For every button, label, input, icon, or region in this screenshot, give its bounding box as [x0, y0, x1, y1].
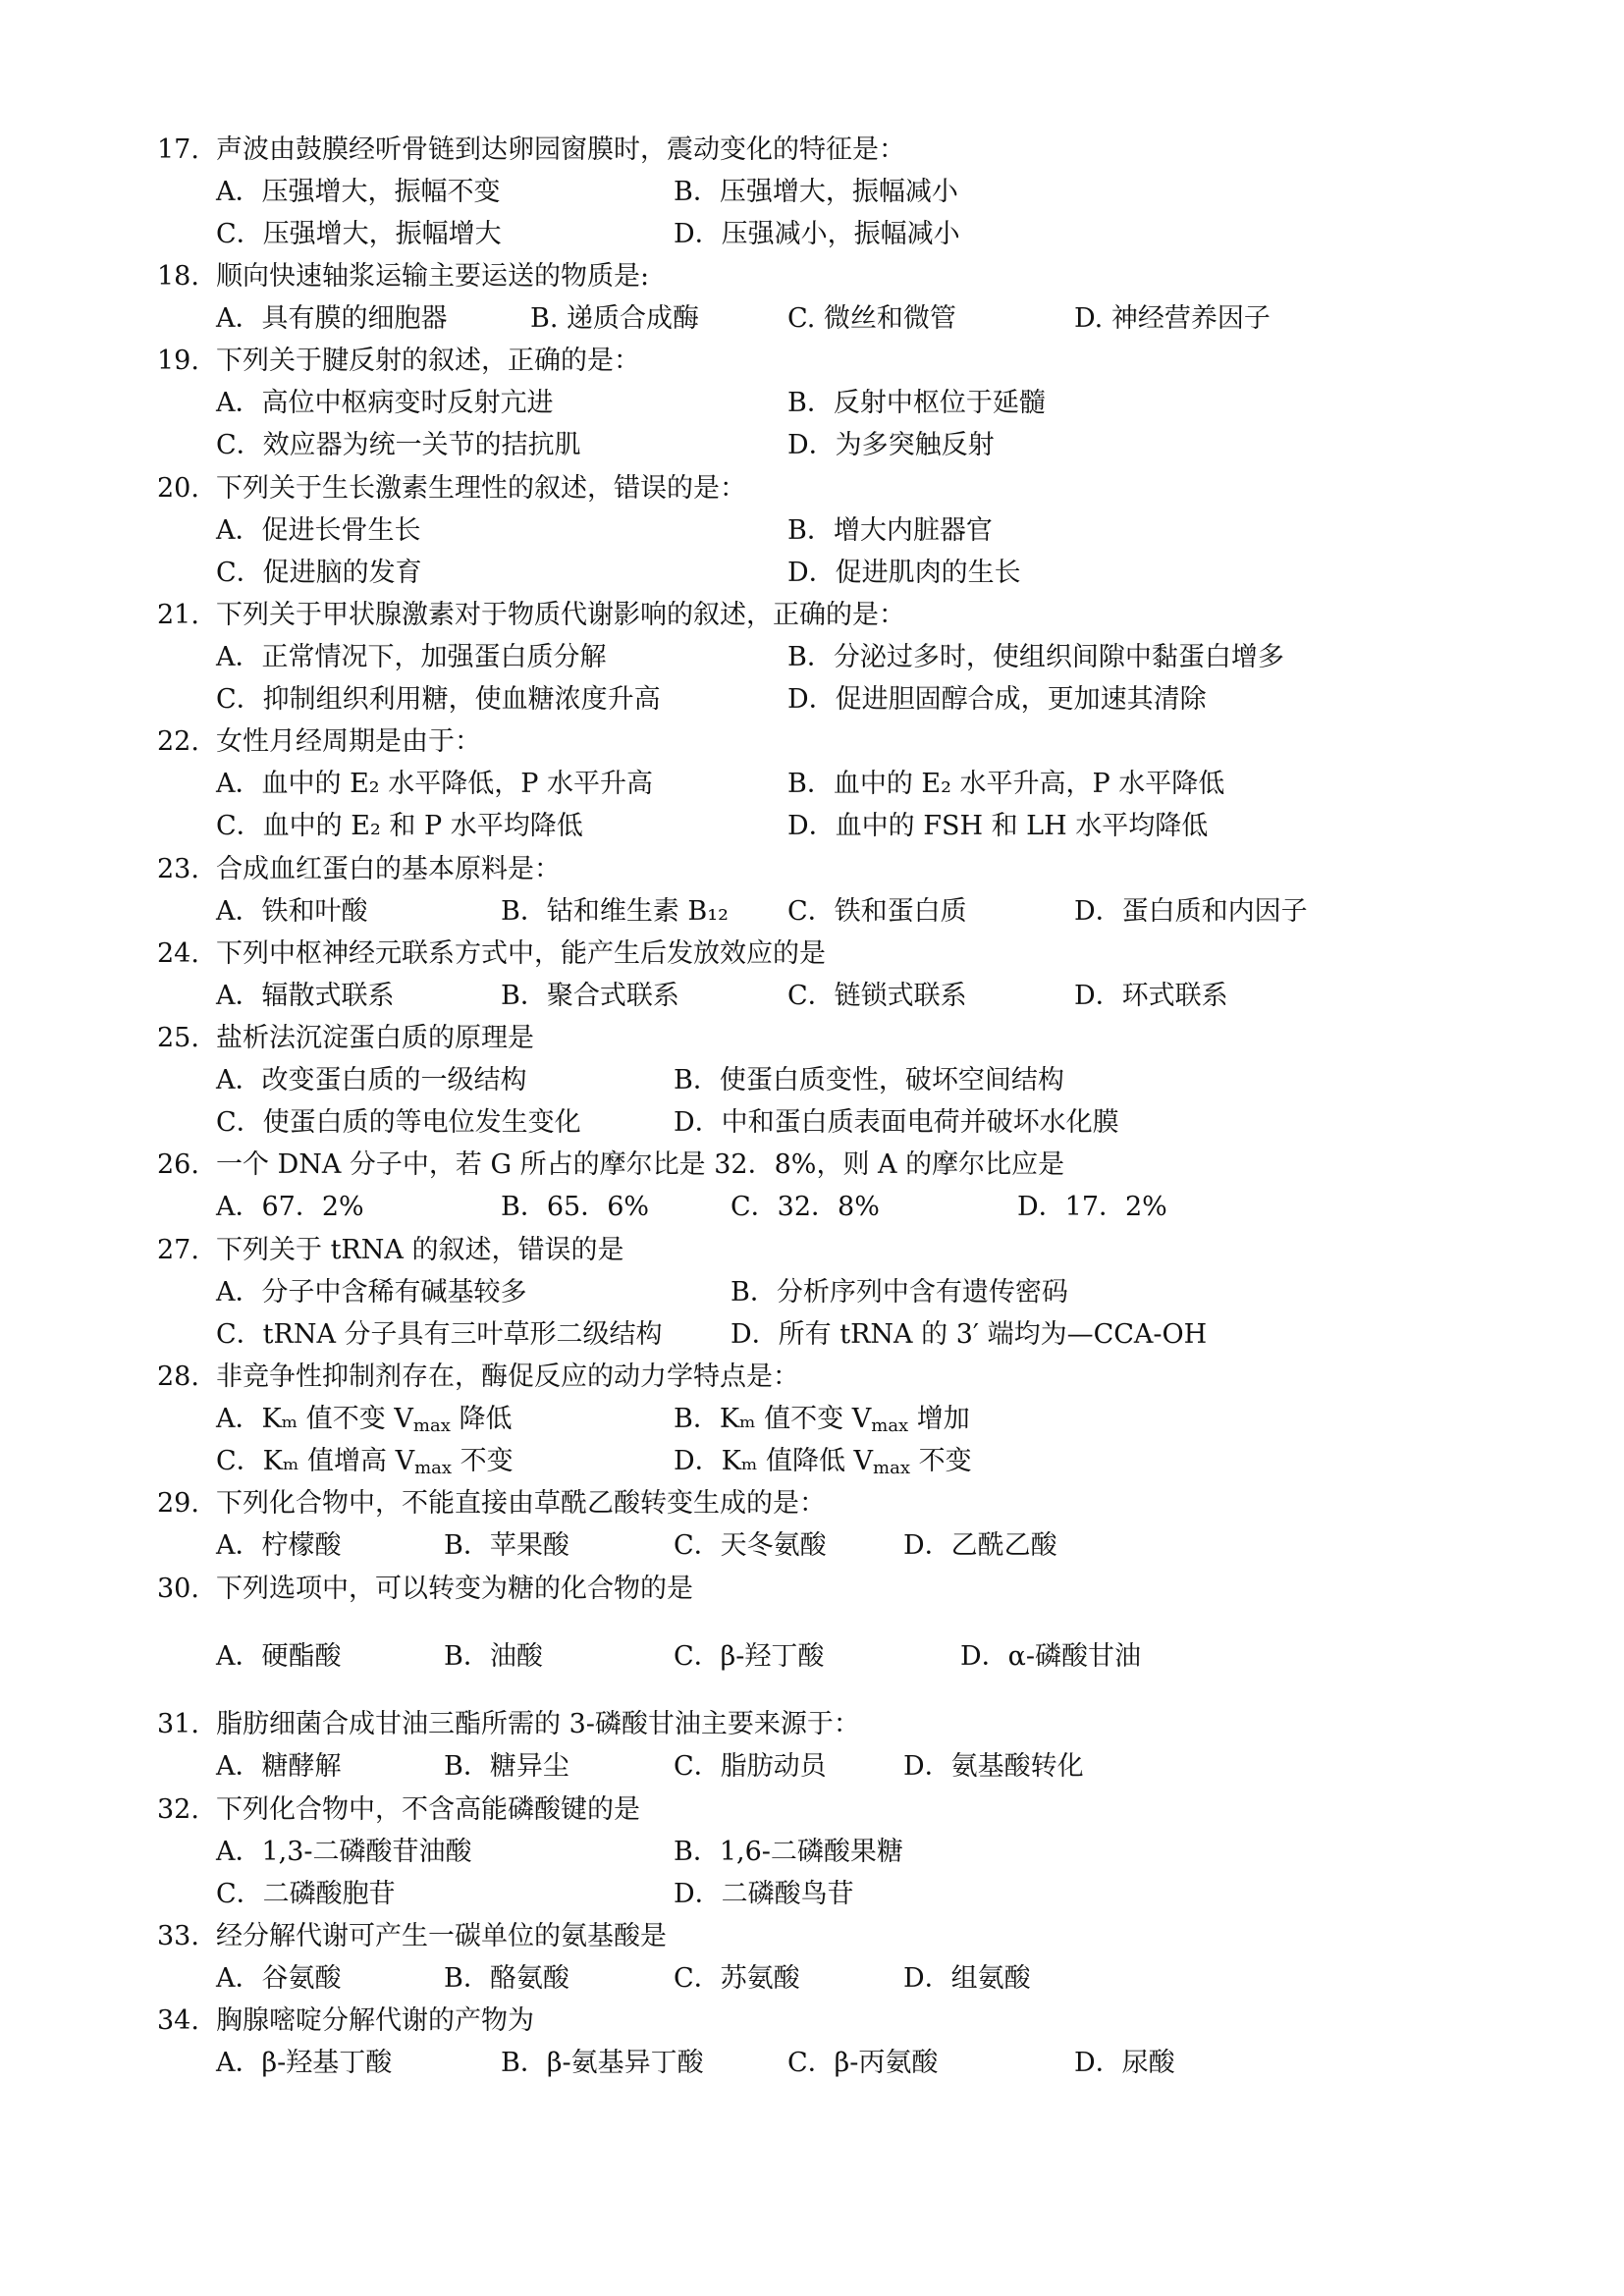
- question-text: 下列关于生长激素生理性的叙述，错误的是：: [216, 473, 746, 504]
- option-d: D．二磷酸鸟苷: [674, 1879, 854, 1909]
- option-d: D．尿酸: [1074, 2048, 1175, 2078]
- question-number: 21.: [157, 600, 199, 630]
- question-text: 脂肪细菌合成甘油三酯所需的 3-磷酸甘油主要来源于：: [216, 1709, 860, 1739]
- option-c: C．促进脑的发育: [216, 558, 422, 588]
- question-number: 24.: [157, 938, 199, 969]
- question-text: 女性月经周期是由于：: [216, 726, 481, 757]
- option-d: D．蛋白质和内因子: [1074, 896, 1308, 927]
- option-c: C．天冬氨酸: [674, 1530, 827, 1561]
- question-number: 31.: [157, 1709, 199, 1739]
- question-text: 下列关于甲状腺激素对于物质代谢影响的叙述，正确的是：: [216, 600, 905, 630]
- option-a: A．促进长骨生长: [216, 515, 421, 546]
- question-number: 29.: [157, 1488, 199, 1519]
- question-text: 顺向快速轴浆运输主要运送的物质是:: [216, 261, 650, 292]
- option-b: B. 递质合成酶: [530, 303, 700, 334]
- question-number: 22.: [157, 726, 199, 757]
- option-a: A．Kₘ 值不变 $V_{max}$ 降低: [216, 1404, 513, 1436]
- question-text: 合成血红蛋白的基本原料是：: [216, 854, 561, 884]
- question-text: 下列中枢神经元联系方式中，能产生后发放效应的是: [216, 938, 826, 969]
- option-a: A．67．2%: [216, 1192, 364, 1222]
- question-text: 一个 DNA 分子中，若 G 所占的摩尔比是 32．8%，则 A 的摩尔比应是: [216, 1149, 1065, 1180]
- option-d: D．促进胆固醇合成，更加速其清除: [787, 684, 1207, 715]
- option-b: B．反射中枢位于延髓: [787, 388, 1046, 418]
- option-b: B．油酸: [444, 1641, 543, 1672]
- question-number: 23.: [157, 854, 199, 884]
- option-b: B．酪氨酸: [444, 1963, 569, 1994]
- option-a: A．糖酵解: [216, 1751, 342, 1782]
- option-a: A．正常情况下，加强蛋白质分解: [216, 642, 607, 672]
- option-a: A．改变蛋白质的一级结构: [216, 1065, 527, 1095]
- option-a: A．柠檬酸: [216, 1530, 342, 1561]
- option-b: B．分泌过多时，使组织间隙中黏蛋白增多: [787, 642, 1284, 672]
- option-b: B．钴和维生素 B₁₂: [501, 896, 729, 927]
- option-d: D．氨基酸转化: [903, 1751, 1084, 1782]
- option-c: C．tRNA 分子具有三叶草形二级结构: [216, 1319, 663, 1350]
- option-b: B．使蛋白质变性，破坏空间结构: [674, 1065, 1064, 1095]
- question-text: 下列关于腱反射的叙述，正确的是：: [216, 346, 640, 376]
- option-c: C．32．8%: [731, 1192, 880, 1222]
- option-d: D．压强减小，振幅减小: [674, 219, 960, 249]
- option-a: A．1,3-二磷酸苷油酸: [216, 1837, 472, 1867]
- question-text: 下列化合物中，不含高能磷酸键的是: [216, 1794, 640, 1825]
- option-b: B．苹果酸: [444, 1530, 569, 1561]
- question-number: 28.: [157, 1362, 199, 1392]
- option-a: A．高位中枢病变时反射亢进: [216, 388, 554, 418]
- question-text: 非竞争性抑制剂存在，酶促反应的动力学特点是：: [216, 1362, 799, 1392]
- question-number: 34.: [157, 2005, 199, 2036]
- option-d: D．Kₘ 值降低 $V_{max}$ 不变: [674, 1446, 972, 1478]
- option-d: D．17．2%: [1017, 1192, 1167, 1222]
- option-a: A．β-羟基丁酸: [216, 2048, 393, 2078]
- option-c: C．抑制组织利用糖，使血糖浓度升高: [216, 684, 661, 715]
- option-b: B．血中的 E₂ 水平升高，P 水平降低: [787, 769, 1225, 799]
- option-b: B．65．6%: [501, 1192, 650, 1222]
- option-c: C．链锁式联系: [787, 981, 967, 1011]
- option-d: D．中和蛋白质表面电荷并破坏水化膜: [674, 1107, 1119, 1138]
- option-a: A．分子中含稀有碱基较多: [216, 1277, 527, 1308]
- option-c: C．二磷酸胞苷: [216, 1879, 396, 1909]
- question-number: 20.: [157, 473, 199, 504]
- question-text: 经分解代谢可产生一碳单位的氨基酸是: [216, 1921, 667, 1951]
- question-text: 下列关于 tRNA 的叙述，错误的是: [216, 1235, 624, 1265]
- option-a: A．铁和叶酸: [216, 896, 368, 927]
- option-a: A．具有膜的细胞器: [216, 303, 448, 334]
- option-d: D．α-磷酸甘油: [960, 1641, 1142, 1672]
- question-number: 18.: [157, 261, 199, 292]
- option-c: C．β-丙氨酸: [787, 2048, 939, 2078]
- question-number: 26.: [157, 1149, 199, 1180]
- option-b: B．增大内脏器官: [787, 515, 993, 546]
- option-c: C．苏氨酸: [674, 1963, 800, 1994]
- option-d: D．促进肌肉的生长: [787, 558, 1021, 588]
- option-c: C．铁和蛋白质: [787, 896, 967, 927]
- option-b: B．聚合式联系: [501, 981, 679, 1011]
- question-number: 30.: [157, 1574, 199, 1604]
- question-number: 17.: [157, 134, 199, 165]
- option-d: D．血中的 FSH 和 LH 水平均降低: [787, 811, 1209, 841]
- option-c: C．使蛋白质的等电位发生变化: [216, 1107, 581, 1138]
- option-d: D．所有 tRNA 的 3′ 端均为—CCA-OH: [731, 1319, 1208, 1350]
- option-c: C．压强增大，振幅增大: [216, 219, 502, 249]
- option-c: C．β-羟丁酸: [674, 1641, 825, 1672]
- question-number: 32.: [157, 1794, 199, 1825]
- option-b: B．分析序列中含有遗传密码: [731, 1277, 1068, 1308]
- option-b: B．糖异尘: [444, 1751, 569, 1782]
- option-d: D．环式联系: [1074, 981, 1228, 1011]
- question-text: 声波由鼓膜经听骨链到达卵园窗膜时，震动变化的特征是：: [216, 134, 905, 165]
- question-number: 33.: [157, 1921, 199, 1951]
- question-text: 下列化合物中，不能直接由草酰乙酸转变生成的是：: [216, 1488, 826, 1519]
- option-a: A．压强增大，振幅不变: [216, 177, 501, 207]
- option-a: A．辐散式联系: [216, 981, 395, 1011]
- option-c: C. 微丝和微管: [787, 303, 956, 334]
- option-b: B．1,6-二磷酸果糖: [674, 1837, 903, 1867]
- option-d: D. 神经营养因子: [1074, 303, 1271, 334]
- question-text: 胸腺嘧啶分解代谢的产物为: [216, 2005, 534, 2036]
- option-c: C．脂肪动员: [674, 1751, 827, 1782]
- question-text: 盐析法沉淀蛋白质的原理是: [216, 1023, 534, 1053]
- question-number: 25.: [157, 1023, 199, 1053]
- option-b: B．压强增大，振幅减小: [674, 177, 958, 207]
- option-a: A．血中的 E₂ 水平降低，P 水平升高: [216, 769, 653, 799]
- question-number: 19.: [157, 346, 199, 376]
- option-b: B．β-氨基异丁酸: [501, 2048, 704, 2078]
- option-c: C．血中的 E₂ 和 P 水平均降低: [216, 811, 583, 841]
- option-a: A．硬酯酸: [216, 1641, 342, 1672]
- option-d: D．组氨酸: [903, 1963, 1031, 1994]
- option-c: C．效应器为统一关节的拮抗肌: [216, 430, 581, 460]
- option-b: B．Kₘ 值不变 $V_{max}$ 增加: [674, 1404, 970, 1436]
- option-d: D．为多突触反射: [787, 430, 995, 460]
- question-text: 下列选项中，可以转变为糖的化合物的是: [216, 1574, 693, 1604]
- option-c: C．Kₘ 值增高 $V_{max}$ 不变: [216, 1446, 514, 1478]
- option-a: A．谷氨酸: [216, 1963, 342, 1994]
- option-d: D．乙酰乙酸: [903, 1530, 1057, 1561]
- question-number: 27.: [157, 1235, 199, 1265]
